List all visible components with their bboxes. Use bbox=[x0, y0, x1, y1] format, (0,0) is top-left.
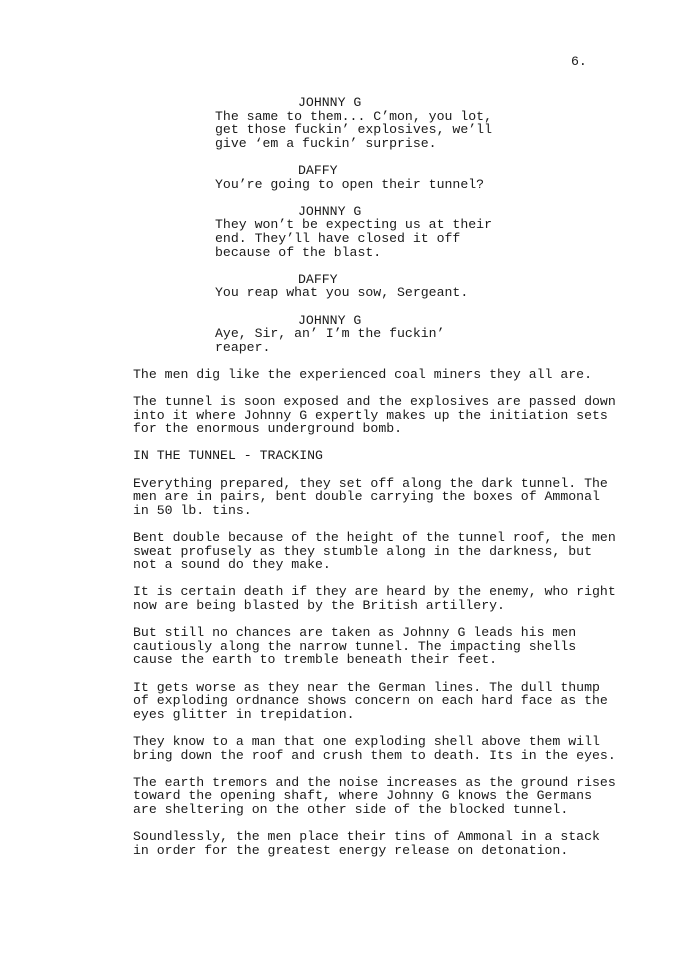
scene-heading: IN THE TUNNEL - TRACKING bbox=[133, 448, 323, 464]
page-number: 6. bbox=[571, 54, 587, 69]
dialogue: You’re going to open their tunnel? bbox=[215, 176, 485, 192]
action-paragraph: They know to a man that one exploding shell above them will bring down the roof and crush them to death. Its in the eyes. bbox=[133, 733, 616, 763]
character-cue: JOHNNY G bbox=[298, 95, 362, 110]
action-paragraph: But still no chances are taken as Johnny G leads his men cautiously along the narrow tunnel. The impacting shells cause the earth to tremble beneath their feet. bbox=[133, 625, 577, 668]
action-paragraph: Everything prepared, they set off along the dark tunnel. The men are in pairs, bent double carrying the boxes of Ammonal in 50 lb. tins. bbox=[133, 475, 608, 518]
dialogue: They won’t be expecting us at their end. They’ll have closed it off because of the blast. bbox=[215, 217, 492, 260]
action-paragraph: It gets worse as they near the German lines. The dull thump of exploding ordnance shows concern on each hard face as the eyes glitter in trepidation. bbox=[133, 679, 608, 722]
character-cue: JOHNNY G bbox=[298, 312, 362, 328]
character-cue: DAFFY bbox=[298, 162, 338, 178]
action-paragraph: Soundlessly, the men place their tins of Ammonal in a stack in order for the greatest energy release on detonation. bbox=[133, 829, 600, 858]
action-paragraph: The earth tremors and the noise increases as the ground rises toward the opening shaft, where Johnny G knows the Germans are sheltering on the other side of the blocked tunnel. bbox=[133, 774, 616, 817]
action-paragraph: It is certain death if they are heard by the enemy, who right now are being blasted by the British artillery. bbox=[133, 584, 616, 613]
character-cue: JOHNNY G bbox=[298, 203, 362, 219]
script-body bbox=[133, 96, 633, 857]
action-paragraph: Bent double because of the height of the tunnel roof, the men sweat profusely as they stumble along in the darkness, but not a sound do they make. bbox=[133, 530, 616, 573]
dialogue: You reap what you sow, Sergeant. bbox=[215, 285, 469, 301]
dialogue: The same to them... C’mon, you lot, get those fuckin’ explosives, we’ll give ‘em a fuckin’ surprise. bbox=[215, 108, 492, 151]
character-cue: DAFFY bbox=[298, 271, 338, 287]
dialogue: Aye, Sir, an’ I’m the fuckin’ reaper. bbox=[215, 326, 445, 355]
action-paragraph: The men dig like the experienced coal miners they all are. bbox=[133, 366, 592, 382]
action-paragraph: The tunnel is soon exposed and the explosives are passed down into it where Johnny G expertly makes up the initiation sets for the enormous underground bomb. bbox=[133, 394, 616, 437]
